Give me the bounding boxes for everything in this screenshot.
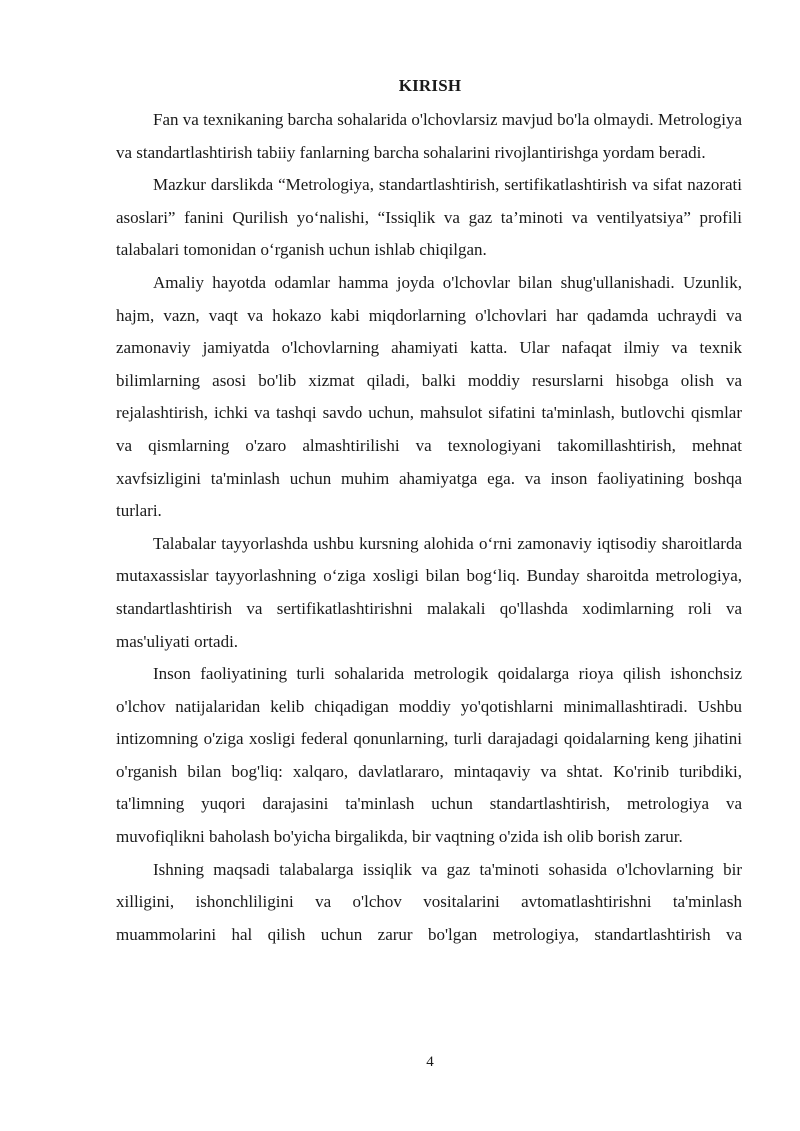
paragraph-textbook: Mazkur darslikda “Metrologiya, standartlashtirish, sertifikatlashtirish va sifat nazorati asoslari” fanini Qurilish yo‘nalishi, “Issiqlik va gaz ta’minoti va ventilyatsiya” profili talabalari tomonidan o‘rganish uchun ishlab chiqilgan. bbox=[116, 175, 742, 260]
paragraph-measurements: Amaliy hayotda odamlar hamma joyda o'lchovlar bilan shug'ullanishadi. Uzunlik, hajm, vazn, vaqt va hokazo kabi miqdorlarning o'lchovlari har qadamda uchraydi va zamonaviy jamiyatda o'lchovlarning ahamiyati katta. Ular nafaqat ilmiy va texnik bilimlarning asosi bo'lib xizmat qiladi, balki moddiy resurslarni hisobga olish va rejalashtirish, ichki va tashqi savdo uchun, mahsulot sifatini ta'minlash, butlovchi qismlar va qismlarning o'zaro almashtirilishi va texnologiyani takomillashtirish, mehnat xavfsizligini ta'minlash uchun muhim ahamiyatga ega. va inson faoliyatining boshqa turlari. bbox=[116, 272, 742, 521]
page-number: 4 bbox=[426, 1054, 434, 1070]
paragraph-metrological-rules: Inson faoliyatining turli sohalarida metrologik qoidalarga rioya qilish ishonchsiz o'lchov natijalaridan kelib chiqadigan moddiy yo'qotishlarni minimallashtiradi. Ushbu intizomning o'ziga xosligi federal qonunlarning, turli darajadagi qoidalarning keng jihatini o'rganish bilan bog'liq: xalqaro, davlatlararo, mintaqaviy va shtat. Ko'rinib turibdiki, ta'limning yuqori darajasini ta'minlash uchun standartlashtirish, metrologiya va muvofiqlikni baholash bo'yicha birgalikda, bir vaqtning o'zida ish olib borish zarur. bbox=[116, 664, 742, 847]
paragraph-goal: Ishning maqsadi talabalarga issiqlik va gaz ta'minoti sohasida o'lchovlarning bir xilligini, ishonchliligini va o'lchov vositalarini avtomatlashtirishni ta'minlash muammolarini hal qilish uchun zarur bo'lgan metrologiya, standartlashtirish va bbox=[116, 859, 742, 944]
paragraph-intro: Fan va texnikaning barcha sohalarida o'lchovlarsiz mavjud bo'la olmaydi. Metrologiya va standartlashtirish tabiiy fanlarning barcha sohalarini rivojlantirishga yordam beradi. bbox=[116, 110, 742, 162]
paragraph-course-role: Talabalar tayyorlashda ushbu kursning alohida o‘rni zamonaviy iqtisodiy sharoitlarda mutaxassislar tayyorlashning o‘ziga xosligi bilan bog‘liq. Bunday sharoitda metrologiya, standartlashtirish va sertifikatlashtirishni malakali qo'llashda xodimlarning roli va mas'uliyati ortadi. bbox=[116, 533, 742, 651]
section-heading: KIRISH bbox=[398, 76, 462, 95]
body-text bbox=[116, 104, 742, 951]
